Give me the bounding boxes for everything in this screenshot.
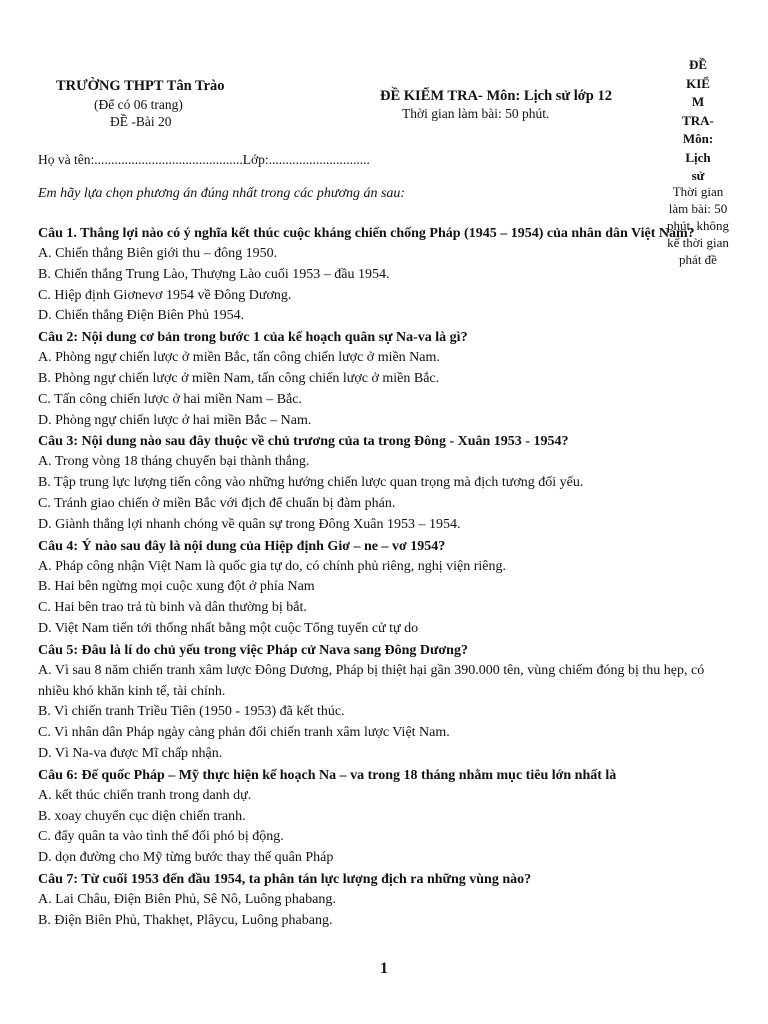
question-text: Câu 4: Ý nào sau đây là nội dung của Hiệp định Giơ – ne – vơ 1954? xyxy=(38,538,446,554)
answer-option: D. Việt Nam tiến tới thống nhất bằng một cuộc Tổng tuyển cử tự do xyxy=(38,620,419,636)
side-note-line: TRA- xyxy=(682,112,714,128)
instruction: Em hãy lựa chọn phương án đúng nhất trong các phương án sau: xyxy=(38,186,406,201)
side-note-title xyxy=(665,56,731,186)
side-note-line: KIỂ xyxy=(686,75,710,91)
answer-option: A. Chiến thắng Biên giới thu – đông 1950. xyxy=(38,246,278,261)
answer-option: C. Tấn công chiến lược ở hai miền Nam – Bắc. xyxy=(38,391,302,407)
question-block xyxy=(38,640,720,765)
question-block xyxy=(38,765,720,869)
question-text: Câu 7: Từ cuối 1953 đến đầu 1954, ta phân tán lực lượng địch ra những vùng nào? xyxy=(38,871,532,887)
side-note-line: sử xyxy=(691,168,705,183)
question-text: Câu 2: Nội dung cơ bản trong bước 1 của kế hoạch quân sự Na-va là gì? xyxy=(38,330,468,346)
answer-option: A. Lai Châu, Điện Biên Phủ, Sê Nô, Luông phabang. xyxy=(38,891,336,907)
answer-option: B. xoay chuyển cục diện chiến tranh. xyxy=(38,808,246,824)
answer-option: C. đẩy quân ta vào tình thế đối phó bị động. xyxy=(38,829,284,845)
answer-option: A. Vì sau 8 năm chiến tranh xâm lược Đông Dương, Pháp bị thiệt hại gần 390.000 tên, vùng chiếm đóng bị thu hẹp, có nhiều khó khăn kinh tế, tài chính. xyxy=(38,662,705,699)
side-note-line: Thời gian xyxy=(672,184,724,199)
page-number: 1 xyxy=(380,960,388,977)
answer-option: C. Tránh giao chiến ở miền Bắc với địch để chuẩn bị đàm phán. xyxy=(38,495,396,511)
answer-option: B. Vì chiến tranh Triều Tiên (1950 - 1953) đã kết thúc. xyxy=(38,704,345,720)
question-block xyxy=(38,431,720,535)
answer-option: D. Phòng ngự chiến lược ở hai miền Bắc – Nam. xyxy=(38,412,312,428)
answer-option: B. Phòng ngự chiến lược ở miền Nam, tấn công chiến lược ở miền Bắc. xyxy=(38,370,440,386)
side-note-line: Lịch xyxy=(685,149,711,165)
answer-option: C. Vì nhân dân Pháp ngày càng phản đối chiến tranh xâm lược Việt Nam. xyxy=(38,725,450,741)
answer-option: A. Trong vòng 18 tháng chuyển bại thành thắng. xyxy=(38,454,310,470)
answer-option: A. kết thúc chiến tranh trong danh dự. xyxy=(38,787,252,803)
student-name-line: Họ và tên:............................................Lớp:.............................. xyxy=(38,152,370,167)
question-block xyxy=(38,327,720,431)
side-note-line: kể thời gian xyxy=(667,235,729,250)
exam-title: ĐỀ KIỂM TRA- Môn: Lịch sử lớp 12 xyxy=(380,88,612,104)
question-list xyxy=(38,223,720,932)
answer-option: A. Phòng ngự chiến lược ở miền Bắc, tấn công chiến lược ở miền Nam. xyxy=(38,350,440,366)
question-text: Câu 1. Thắng lợi nào có ý nghĩa kết thúc cuộc kháng chiến chống Pháp (1945 – 1954) của nhân dân Việt Nam? xyxy=(38,226,695,241)
question-block xyxy=(38,536,720,640)
school-name: TRƯỜNG THPT Tân Trào xyxy=(56,78,225,94)
side-note-line: làm bài: 50 xyxy=(668,201,728,216)
question-text: Câu 6: Đế quốc Pháp – Mỹ thực hiện kế hoạch Na – va trong 18 tháng nhằm mục tiêu lớn nhất là xyxy=(38,767,617,783)
side-note-line: Môn: xyxy=(682,131,714,146)
side-note-line: M xyxy=(691,94,705,109)
answer-option: B. Tập trung lực lượng tiến công vào những hướng chiến lược quan trọng mà địch tương đối yếu. xyxy=(38,475,584,491)
answer-option: C. Hiệp định Giơnevơ 1954 về Đông Dương. xyxy=(38,287,292,303)
answer-option: D. Chiến thắng Điện Biên Phủ 1954. xyxy=(38,308,245,324)
answer-option: C. Hai bên trao trả tù binh và dân thường bị bắt. xyxy=(38,600,307,616)
exam-time: Thời gian làm bài: 50 phút. xyxy=(402,106,550,121)
answer-option: B. Chiến thắng Trung Lào, Thượng Lào cuối 1953 – đầu 1954. xyxy=(38,266,390,282)
question-text: Câu 3: Nội dung nào sau đây thuộc về chủ trương của ta trong Đông - Xuân 1953 - 1954? xyxy=(38,434,569,450)
answer-option: D. Vì Na-va được Mĩ chấp nhận. xyxy=(38,745,223,761)
question-text: Câu 5: Đâu là lí do chủ yếu trong việc Pháp cử Nava sang Đông Dương? xyxy=(38,642,468,658)
answer-option: D. Giành thắng lợi nhanh chóng về quân sự trong Đông Xuân 1953 – 1954. xyxy=(38,516,461,532)
side-note-line: phát đề xyxy=(679,252,717,267)
question-block xyxy=(38,869,720,932)
answer-option: D. dọn đường cho Mỹ từng bước thay thế quân Pháp xyxy=(38,850,334,866)
question-block xyxy=(38,223,720,327)
answer-option: A. Pháp công nhận Việt Nam là quốc gia tự do, có chính phủ riêng, nghị viện riêng. xyxy=(38,558,507,574)
side-note-line: phút, không xyxy=(666,218,730,233)
side-note-line: ĐỀ xyxy=(688,57,708,72)
pages-note: (Để có 06 trang) xyxy=(94,97,183,112)
answer-option: B. Hai bên ngừng mọi cuộc xung đột ở phía Nam xyxy=(38,579,315,595)
exam-code: ĐỀ -Bài 20 xyxy=(110,114,172,129)
answer-option: B. Điện Biên Phủ, Thakhẹt, Plâycu, Luông phabang. xyxy=(38,912,333,928)
